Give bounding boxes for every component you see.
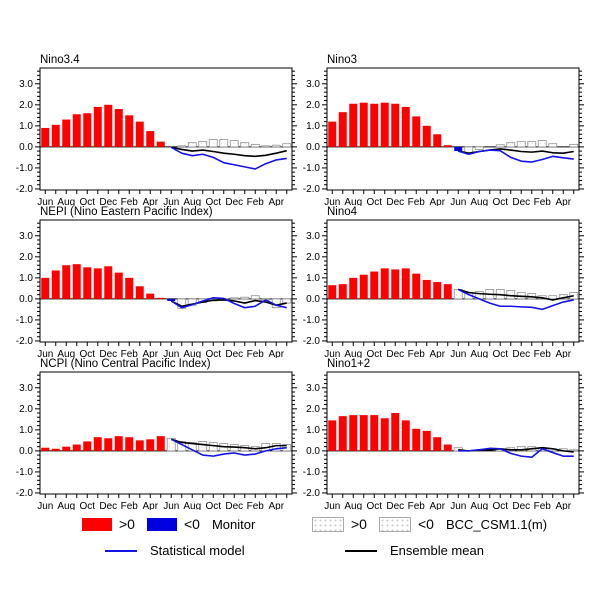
svg-text:Jun: Jun (163, 501, 180, 510)
legend-ensemble-mean (345, 543, 484, 558)
svg-text:2.0: 2.0 (19, 100, 33, 112)
stat-model-line (458, 150, 574, 162)
forecast-bars (454, 289, 578, 298)
subplot-ncpi (0, 358, 300, 510)
forecast-bars (178, 140, 291, 147)
legend-statistical-model (105, 543, 245, 558)
legend-model-name: BCC_CSM1.1(m) (445, 516, 548, 532)
svg-text:-1.0: -1.0 (15, 163, 33, 175)
svg-text:Dec: Dec (99, 349, 118, 358)
svg-text:-2.0: -2.0 (302, 184, 320, 196)
svg-text:Dec: Dec (99, 197, 118, 206)
svg-text:1.0: 1.0 (19, 273, 33, 285)
svg-text:-1.0: -1.0 (302, 163, 320, 175)
svg-text:Aug: Aug (344, 501, 363, 510)
chart-nino12 (287, 358, 587, 510)
x-axis (324, 494, 574, 510)
legend-model-negative-label: <0 (417, 516, 434, 532)
svg-text:Oct: Oct (205, 501, 222, 510)
chart-nepi (0, 206, 300, 358)
svg-text:Dec: Dec (386, 349, 405, 358)
svg-text:2.0: 2.0 (19, 404, 33, 416)
legend-model-negative-swatch (379, 517, 411, 532)
chart-nino34 (0, 54, 300, 206)
statistical-model-line-sample (105, 550, 137, 552)
svg-text:Dec: Dec (99, 501, 118, 510)
svg-text:Oct: Oct (79, 349, 96, 358)
svg-text:2.0: 2.0 (306, 404, 320, 416)
monitor-bars (328, 268, 452, 299)
svg-text:Apr: Apr (429, 501, 446, 510)
svg-text:Feb: Feb (246, 349, 264, 358)
svg-text:Jun: Jun (37, 349, 54, 358)
svg-text:Oct: Oct (205, 349, 222, 358)
svg-text:Aug: Aug (57, 349, 76, 358)
svg-text:Dec: Dec (512, 197, 531, 206)
subplot-nino4 (287, 206, 587, 358)
svg-text:3.0: 3.0 (306, 230, 320, 242)
svg-text:Oct: Oct (366, 349, 383, 358)
svg-text:Aug: Aug (470, 197, 489, 206)
svg-text:Dec: Dec (225, 197, 244, 206)
svg-text:Aug: Aug (57, 197, 76, 206)
legend-ensemble-mean-label: Ensemble mean (390, 543, 484, 558)
legend-monitor-negative-swatch (147, 518, 177, 531)
forecast-bars (178, 296, 291, 309)
svg-text:Dec: Dec (386, 501, 405, 510)
plot-box (40, 372, 292, 494)
svg-text:-1.0: -1.0 (15, 467, 33, 479)
svg-text:3.0: 3.0 (306, 78, 320, 90)
svg-text:Feb: Feb (246, 501, 264, 510)
svg-text:Feb: Feb (407, 349, 425, 358)
svg-text:0.0: 0.0 (19, 446, 33, 458)
monitor-bars (41, 105, 165, 147)
subplot-title-nino34: Nino3.4 (40, 54, 80, 66)
svg-text:Dec: Dec (225, 501, 244, 510)
svg-text:Jun: Jun (324, 349, 341, 358)
chart-nino3 (287, 54, 587, 206)
svg-text:Oct: Oct (79, 501, 96, 510)
svg-text:-2.0: -2.0 (15, 336, 33, 348)
subplot-title-nino3: Nino3 (327, 54, 358, 66)
svg-text:Apr: Apr (429, 197, 446, 206)
svg-text:Oct: Oct (492, 197, 509, 206)
legend-monitor (82, 516, 255, 532)
subplot-nepi (0, 206, 300, 358)
svg-text:Oct: Oct (492, 501, 509, 510)
x-axis (324, 342, 574, 358)
monitor-bars (41, 264, 175, 301)
monitor-bars (41, 436, 165, 451)
svg-text:Apr: Apr (429, 349, 446, 358)
legend-model-positive-swatch (312, 517, 344, 532)
svg-text:1.0: 1.0 (19, 121, 33, 133)
svg-text:-1.0: -1.0 (15, 315, 33, 327)
svg-text:Apr: Apr (555, 197, 572, 206)
svg-text:Jun: Jun (450, 349, 467, 358)
monitor-bars (328, 413, 452, 451)
subplot-title-nino4: Nino4 (327, 206, 358, 218)
legend-statistical-model-label: Statistical model (150, 543, 245, 558)
monitor-bars (328, 103, 462, 151)
legend-monitor-positive-label: >0 (119, 516, 135, 532)
svg-text:Aug: Aug (57, 501, 76, 510)
svg-text:Aug: Aug (470, 501, 489, 510)
svg-text:0.0: 0.0 (306, 142, 320, 154)
subplot-title-nepi: NEPI (Nino Eastern Pacific Index) (40, 206, 213, 218)
svg-text:-2.0: -2.0 (302, 336, 320, 348)
subplot-title-nino12: Nino1+2 (327, 358, 371, 370)
ensemble-mean-line-sample (345, 550, 377, 552)
svg-text:Dec: Dec (512, 349, 531, 358)
svg-text:0.0: 0.0 (19, 142, 33, 154)
svg-text:2.0: 2.0 (19, 252, 33, 264)
svg-text:Jun: Jun (163, 349, 180, 358)
svg-text:3.0: 3.0 (19, 382, 33, 394)
svg-text:Jun: Jun (450, 197, 467, 206)
svg-text:Apr: Apr (268, 349, 285, 358)
x-axis (37, 190, 287, 206)
y-axis (16, 375, 297, 499)
svg-text:3.0: 3.0 (19, 230, 33, 242)
svg-text:Apr: Apr (555, 349, 572, 358)
svg-text:Aug: Aug (183, 501, 202, 510)
svg-text:Jun: Jun (37, 197, 54, 206)
svg-text:Apr: Apr (555, 501, 572, 510)
svg-text:0.0: 0.0 (306, 446, 320, 458)
subplot-nino34 (0, 54, 300, 206)
legend-monitor-negative-label: <0 (183, 516, 200, 532)
x-axis (37, 342, 287, 358)
svg-text:1.0: 1.0 (306, 425, 320, 437)
svg-text:-1.0: -1.0 (302, 315, 320, 327)
svg-text:Feb: Feb (407, 197, 425, 206)
svg-text:Apr: Apr (142, 501, 159, 510)
svg-text:1.0: 1.0 (306, 273, 320, 285)
svg-text:1.0: 1.0 (306, 121, 320, 133)
svg-text:Dec: Dec (225, 349, 244, 358)
svg-text:Dec: Dec (512, 501, 531, 510)
svg-text:0.0: 0.0 (19, 294, 33, 306)
svg-text:Jun: Jun (324, 197, 341, 206)
subplot-nino3 (287, 54, 587, 206)
svg-text:Jun: Jun (450, 501, 467, 510)
svg-text:Feb: Feb (120, 349, 138, 358)
svg-text:Aug: Aug (344, 349, 363, 358)
legend-monitor-positive-swatch (82, 518, 112, 531)
svg-text:1.0: 1.0 (19, 425, 33, 437)
svg-text:Jun: Jun (37, 501, 54, 510)
svg-text:Feb: Feb (120, 197, 138, 206)
svg-text:Jun: Jun (163, 197, 180, 206)
svg-text:Oct: Oct (79, 197, 96, 206)
x-axis (324, 190, 574, 206)
svg-text:-2.0: -2.0 (302, 488, 320, 500)
subplot-nino12 (287, 358, 587, 510)
svg-text:Oct: Oct (492, 349, 509, 358)
svg-text:2.0: 2.0 (306, 252, 320, 264)
svg-text:Feb: Feb (246, 197, 264, 206)
svg-text:Feb: Feb (533, 197, 551, 206)
svg-text:Feb: Feb (533, 501, 551, 510)
svg-text:Feb: Feb (407, 501, 425, 510)
svg-text:Apr: Apr (142, 197, 159, 206)
svg-text:Oct: Oct (366, 197, 383, 206)
svg-text:Aug: Aug (183, 197, 202, 206)
svg-text:-1.0: -1.0 (302, 467, 320, 479)
svg-text:Apr: Apr (268, 501, 285, 510)
svg-text:Oct: Oct (366, 501, 383, 510)
chart-nino4 (287, 206, 587, 358)
svg-text:3.0: 3.0 (19, 78, 33, 90)
svg-text:-2.0: -2.0 (15, 184, 33, 196)
svg-text:Feb: Feb (120, 501, 138, 510)
svg-text:0.0: 0.0 (306, 294, 320, 306)
svg-text:Aug: Aug (344, 197, 363, 206)
svg-text:Aug: Aug (470, 349, 489, 358)
svg-text:Apr: Apr (268, 197, 285, 206)
chart-ncpi (0, 358, 300, 510)
svg-text:Dec: Dec (386, 197, 405, 206)
svg-text:Jun: Jun (324, 501, 341, 510)
svg-text:Feb: Feb (533, 349, 551, 358)
svg-text:Aug: Aug (183, 349, 202, 358)
x-axis (37, 494, 287, 510)
legend-monitor-name: Monitor (211, 516, 256, 532)
svg-text:2.0: 2.0 (306, 100, 320, 112)
svg-text:-2.0: -2.0 (15, 488, 33, 500)
legend-model (312, 516, 547, 532)
subplot-title-ncpi: NCPI (Nino Central Pacific Index) (40, 358, 211, 370)
svg-text:3.0: 3.0 (306, 382, 320, 394)
svg-text:Apr: Apr (142, 349, 159, 358)
legend-model-positive-label: >0 (351, 516, 367, 532)
svg-text:Oct: Oct (205, 197, 222, 206)
